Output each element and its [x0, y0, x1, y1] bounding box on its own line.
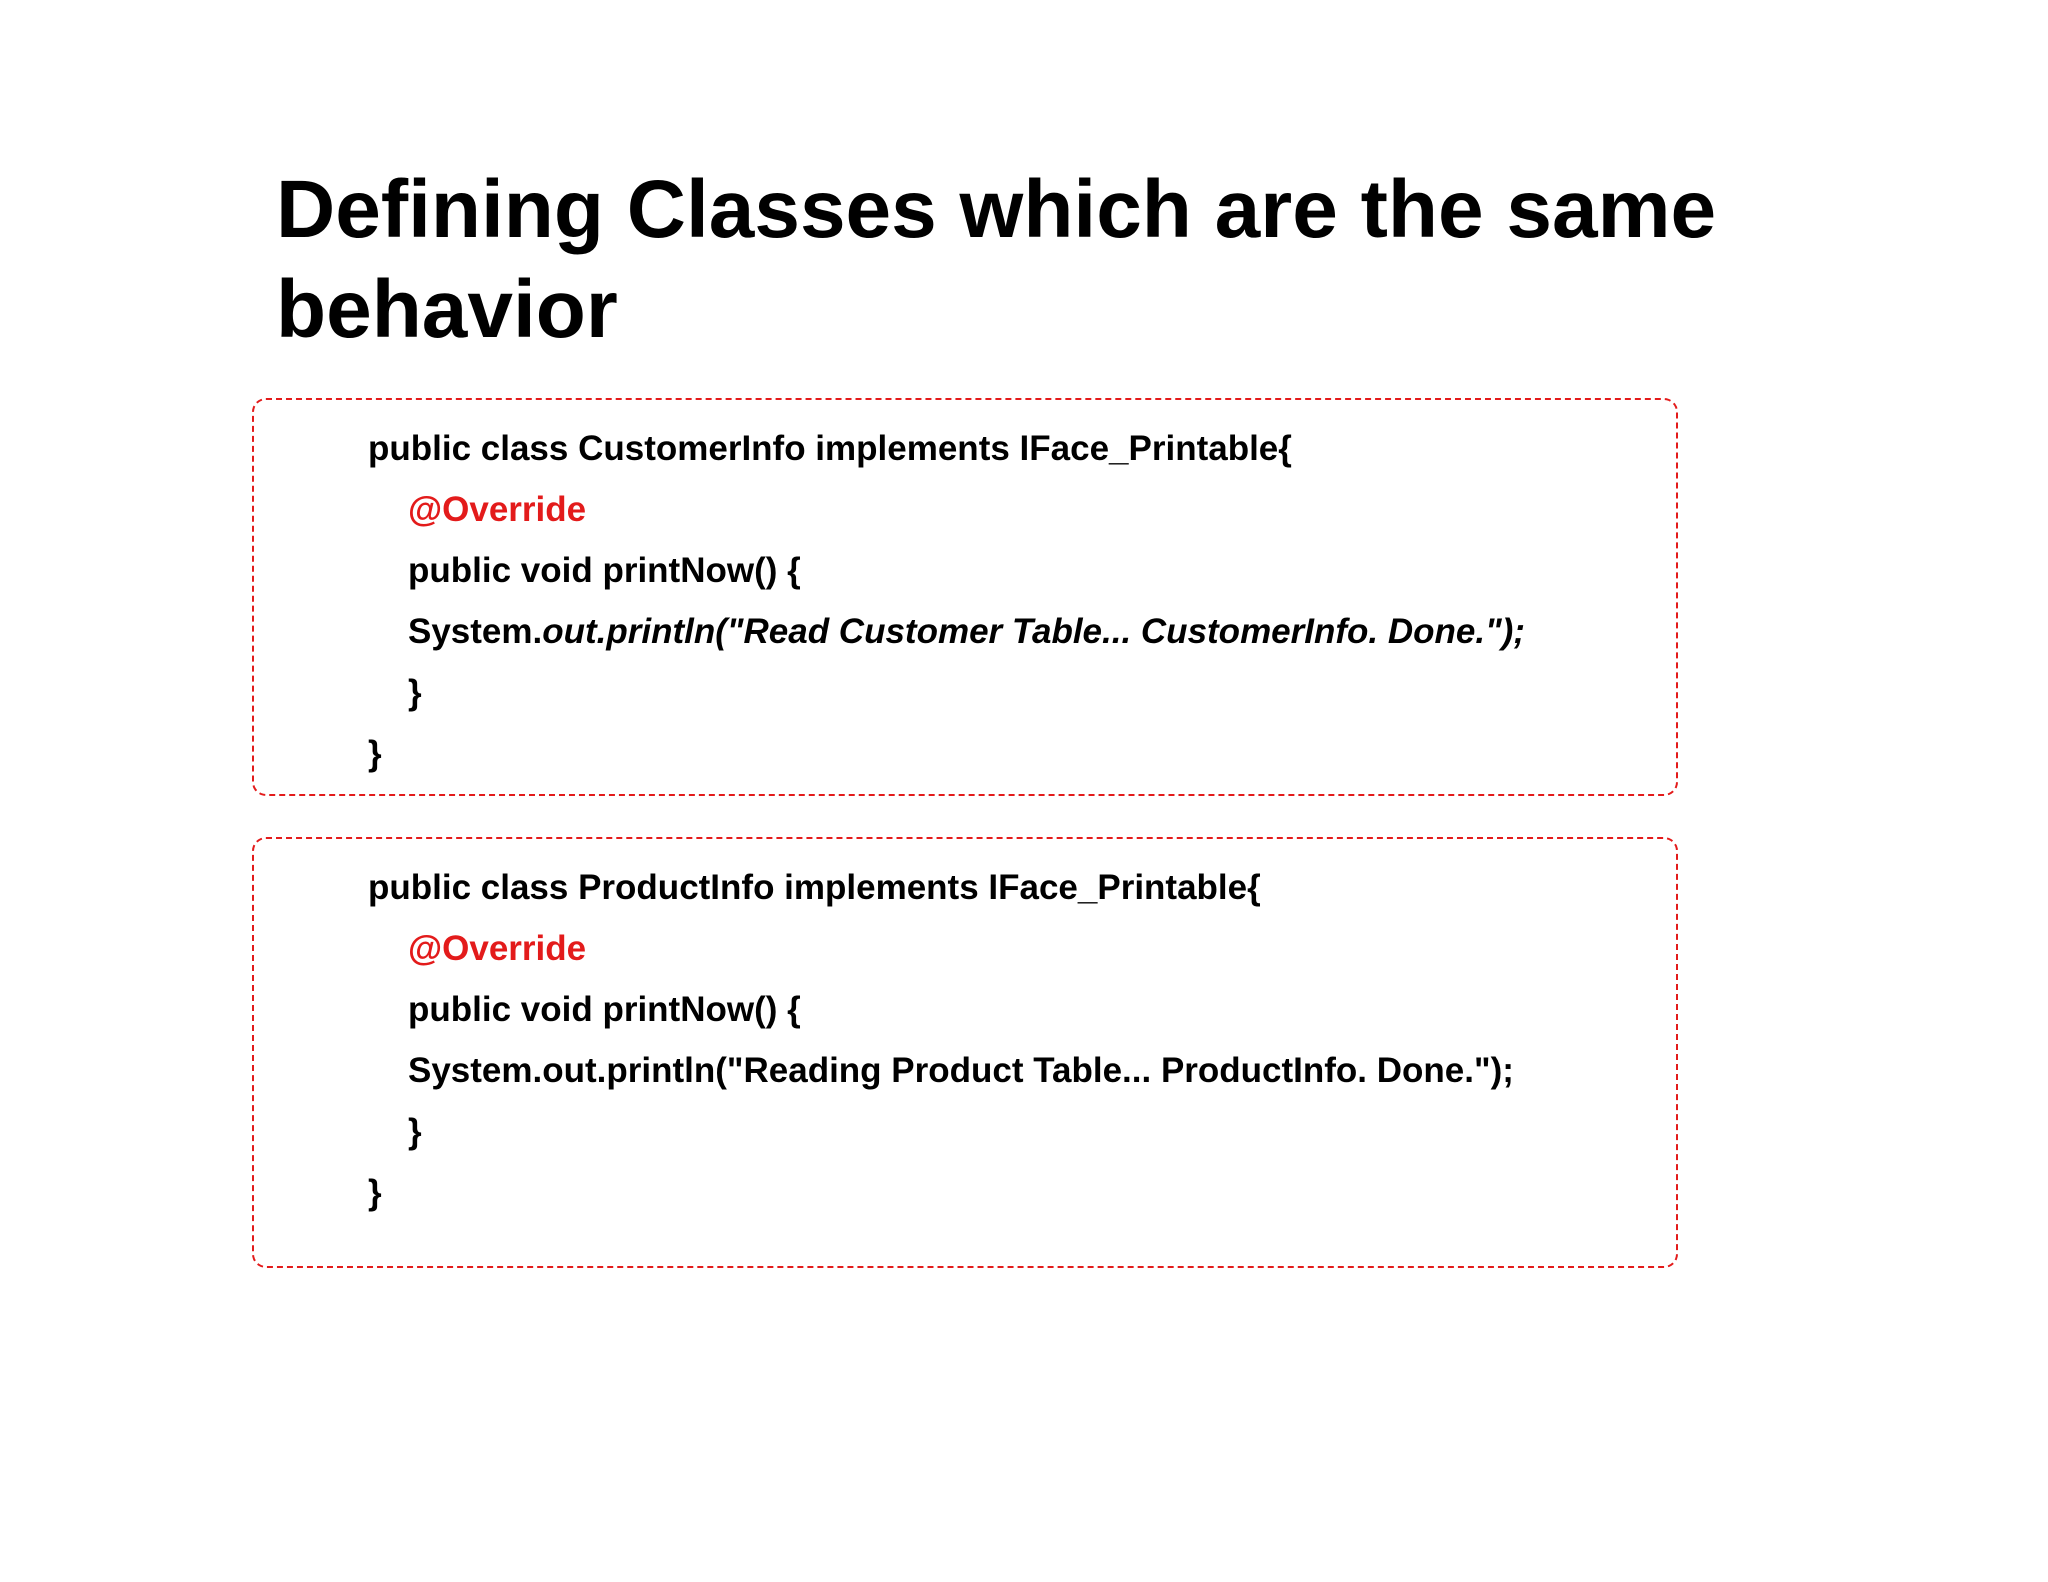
slide-title: Defining Classes which are the same behavior	[276, 164, 1717, 355]
statement-prefix: System.	[408, 612, 543, 651]
code-lines	[368, 418, 1525, 784]
method-signature-line: public void printNow() {	[408, 990, 801, 1029]
statement-call: out.println("Read Customer Table... CustomerInfo. Done.");	[542, 612, 1525, 651]
code-block-customer-info	[252, 398, 1678, 796]
class-declaration-line: public class CustomerInfo implements IFace_Printable{	[368, 429, 1292, 468]
class-close-brace: }	[368, 734, 382, 773]
code-block-product-info	[252, 837, 1678, 1268]
method-close-brace: }	[408, 1112, 422, 1151]
method-close-brace: }	[408, 673, 422, 712]
method-signature-line: public void printNow() {	[408, 551, 801, 590]
class-declaration-line: public class ProductInfo implements IFace_Printable{	[368, 868, 1261, 907]
code-lines	[368, 857, 1514, 1223]
print-statement-line	[368, 601, 1525, 662]
print-statement-line: System.out.println("Reading Product Table... ProductInfo. Done.");	[408, 1051, 1514, 1090]
class-close-brace: }	[368, 1173, 382, 1212]
override-annotation: @Override	[408, 929, 587, 968]
override-annotation: @Override	[408, 490, 587, 529]
